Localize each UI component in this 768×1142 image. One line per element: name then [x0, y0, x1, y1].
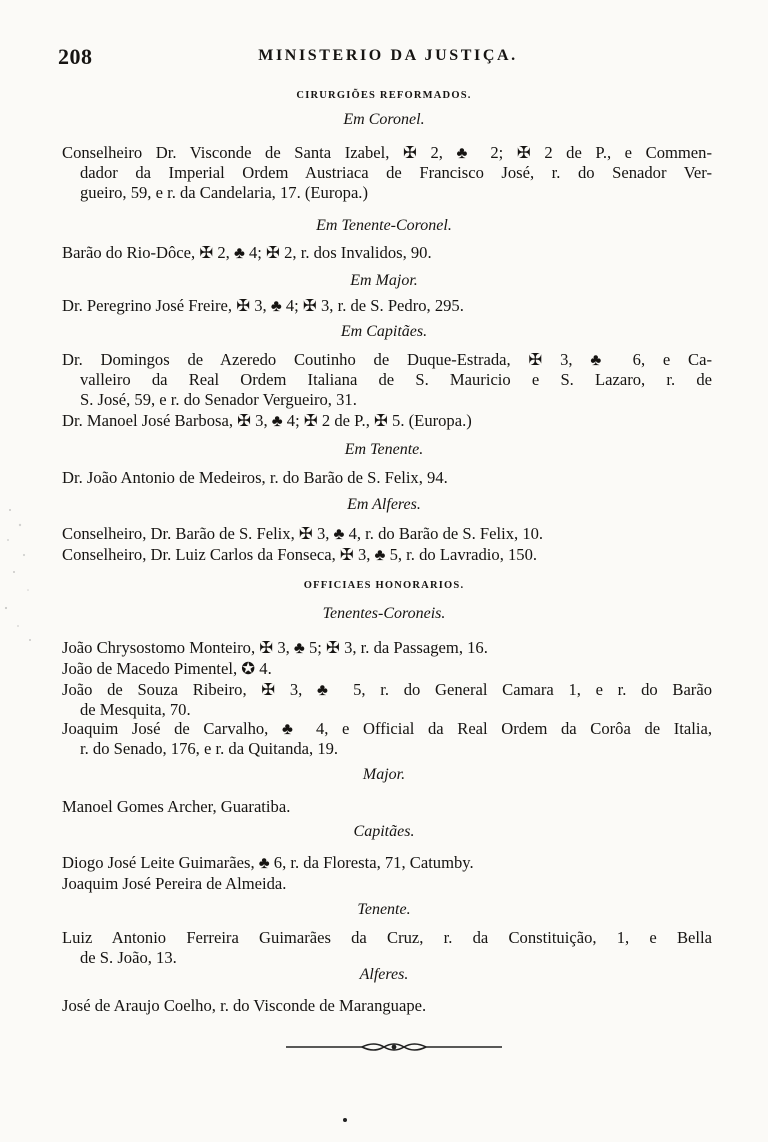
- subhead-tenentes-coroneis: Tenentes-Coroneis.: [322, 605, 446, 622]
- subhead-alferes: Alferes.: [359, 966, 409, 983]
- subhead-major: Major.: [362, 766, 406, 783]
- entry-cruz: [62, 928, 712, 968]
- entry-line: dador da Imperial Ordem Austriaca de Francisco José, r. do Senador Ver-: [80, 163, 712, 182]
- entry-medeiros: [62, 468, 712, 488]
- subhead-em-coronel: Em Coronel.: [343, 111, 425, 128]
- entry-line: Joaquim José Pereira de Almeida.: [62, 874, 287, 893]
- entry-line: João de Souza Ribeiro, ✠ 3, ♣ 5, r. do General Camara 1, e r. do Barão: [62, 680, 712, 699]
- subhead-em-major: Em Major.: [350, 272, 418, 289]
- page-header: [58, 44, 718, 72]
- section-title-cirurgioes: CIRURGIÕES REFORMADOS.: [296, 90, 472, 101]
- entry-peregrino: [62, 296, 712, 316]
- paper-stain-speckles: [0, 500, 36, 650]
- entry-line: de Mesquita, 70.: [80, 700, 191, 719]
- entry-barbosa: [62, 411, 712, 431]
- entry-line: gueiro, 59, e r. da Candelaria, 17. (Europa.): [80, 183, 368, 202]
- entry-line: João de Macedo Pimentel, ✪ 4.: [62, 659, 272, 678]
- decorative-rule-ornament: [284, 1040, 504, 1054]
- page-number: 208: [58, 44, 93, 69]
- subhead-em-capitaes: Em Capitães.: [340, 323, 428, 340]
- entry-line: r. do Senado, 176, e r. da Quitanda, 19.: [80, 739, 339, 758]
- entry-line: de S. João, 13.: [80, 948, 177, 967]
- entry-line: S. José, 59, e r. do Senador Vergueiro, 31.: [80, 390, 357, 409]
- entry-rio-doce: [62, 243, 712, 263]
- entry-line: Conselheiro Dr. Visconde de Santa Izabel, ✠ 2, ♣ 2; ✠ 2 de P., e Commen-: [62, 143, 712, 162]
- entry-fonseca: [62, 545, 712, 565]
- entry-line: valleiro da Real Ordem Italiana de S. Mauricio e S. Lazaro, r. de: [80, 370, 712, 389]
- entry-souza-ribeiro: [62, 680, 712, 720]
- subhead-em-tenente: Em Tenente.: [344, 441, 424, 458]
- entry-coelho: [62, 996, 712, 1016]
- entry-line: Dr. Manoel José Barbosa, ✠ 3, ♣ 4; ✠ 2 de P., ✠ 5. (Europa.): [62, 411, 472, 430]
- entry-line: Diogo José Leite Guimarães, ♣ 6, r. da Floresta, 71, Catumby.: [62, 853, 474, 872]
- entry-line: João Chrysostomo Monteiro, ✠ 3, ♣ 5; ✠ 3, r. da Passagem, 16.: [62, 638, 488, 657]
- entry-line: José de Araujo Coelho, r. do Visconde de Maranguape.: [62, 996, 427, 1015]
- section-title-officiaes: OFFICIAES HONORARIOS.: [303, 580, 465, 591]
- entry-duque-estrada: [62, 350, 712, 410]
- ink-speck: [343, 1118, 347, 1122]
- entry-santa-izabel: [62, 143, 712, 203]
- entry-line: Conselheiro, Dr. Luiz Carlos da Fonseca, ✠ 3, ♣ 5, r. do Lavradio, 150.: [62, 545, 538, 564]
- entry-line: Dr. João Antonio de Medeiros, r. do Barão de S. Felix, 94.: [62, 468, 448, 487]
- subhead-capitaes: Capitães.: [353, 823, 415, 840]
- entry-carvalho: [62, 719, 712, 759]
- entry-line: Manoel Gomes Archer, Guaratiba.: [62, 797, 291, 816]
- entry-almeida: [62, 874, 712, 894]
- entry-archer: [62, 797, 712, 817]
- entry-line: Dr. Peregrino José Freire, ✠ 3, ♣ 4; ✠ 3, r. de S. Pedro, 295.: [62, 296, 464, 315]
- entry-line: Conselheiro, Dr. Barão de S. Felix, ✠ 3, ♣ 4, r. do Barão de S. Felix, 10.: [62, 524, 544, 543]
- entry-line: Joaquim José de Carvalho, ♣ 4, e Official da Real Ordem da Corôa de Italia,: [62, 719, 712, 738]
- entry-guimaraes: [62, 853, 712, 873]
- running-head: MINISTERIO DA JUSTIÇA.: [258, 47, 518, 64]
- subhead-em-alferes: Em Alferes.: [347, 496, 421, 513]
- entry-line: Barão do Rio-Dôce, ✠ 2, ♣ 4; ✠ 2, r. dos Invalidos, 90.: [62, 243, 432, 262]
- entry-line: Luiz Antonio Ferreira Guimarães da Cruz, r. da Constituição, 1, e Bella: [62, 928, 712, 947]
- subhead-tenente: Tenente.: [357, 901, 411, 918]
- subhead-em-tenente-coronel: Em Tenente-Coronel.: [316, 217, 452, 234]
- entry-sao-felix: [62, 524, 712, 544]
- entry-macedo: [62, 659, 712, 679]
- entry-chrysostomo: [62, 638, 712, 658]
- entry-line: Dr. Domingos de Azeredo Coutinho de Duque-Estrada, ✠ 3, ♣ 6, e Ca-: [62, 350, 712, 369]
